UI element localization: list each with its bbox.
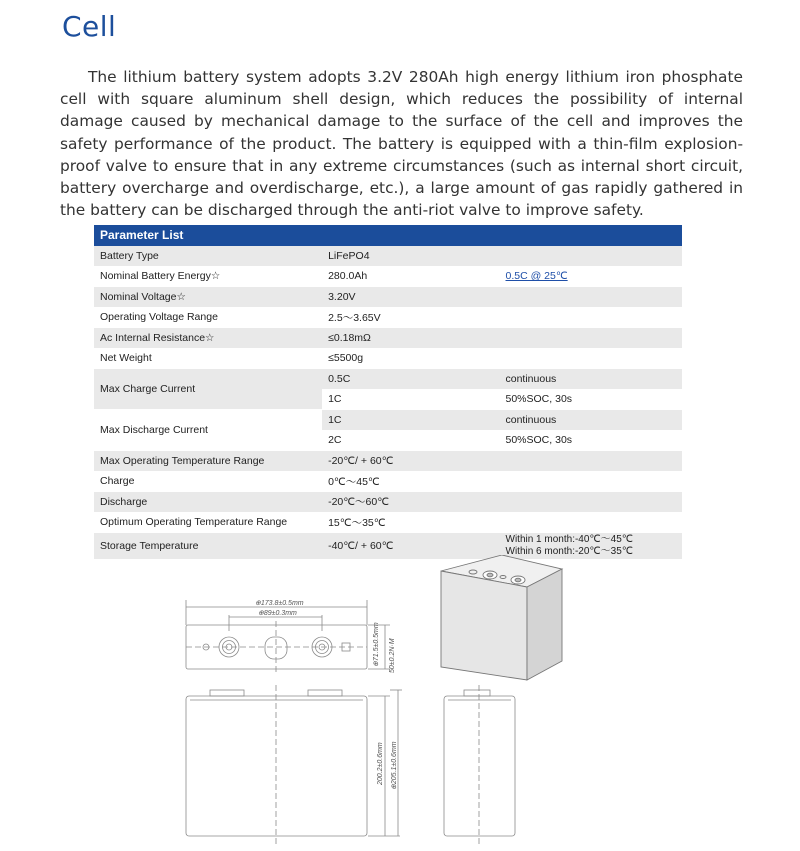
row-note (500, 471, 683, 492)
table-row (94, 369, 682, 390)
row-value: ≤0.18mΩ (322, 328, 499, 349)
row-value: 15℃～35℃ (322, 512, 499, 533)
cell-technical-drawings (0, 555, 800, 851)
row-value: 0℃～45℃ (322, 471, 499, 492)
table-row (94, 328, 682, 349)
page-title: Cell (62, 10, 117, 43)
dim-label-height-1: 200.2±0.6mm (377, 742, 384, 785)
cell-3d-illustration (441, 555, 562, 680)
dim-label-height-2: ⊕205.1±0.6mm (391, 741, 398, 790)
side-view-drawing (444, 685, 515, 845)
table-row (94, 348, 682, 369)
row-label: Nominal Voltage☆ (94, 287, 322, 308)
table-row (94, 410, 682, 431)
row-note: 50%SOC, 30s (500, 389, 683, 410)
row-note (500, 246, 683, 266)
front-view-drawing (186, 685, 402, 845)
row-label: Operating Voltage Range (94, 307, 322, 328)
storage-note-2: Within 6 month:-20℃～35℃ (505, 546, 634, 557)
table-row (94, 492, 682, 513)
intro-paragraph: The lithium battery system adopts 3.2V 280Ah high energy lithium iron phosphate cell with square aluminum shell design, which reduces the possibility of internal damage caused by mechanical damage to the surface of the cell and improves the safety performance of the product. The battery is equipped with a thin-film explosion-proof valve to ensure that in any extreme circumstances (such as internal short circuit, battery overcharge and overdischarge, etc.), a large amount of gas rapidly gathered in the battery can be discharged through the anti-riot valve to improve safety. (60, 68, 743, 220)
dim-label-top-1: ⊕173.8±0.5mm (255, 600, 304, 607)
row-note (500, 287, 683, 308)
table-row (94, 266, 682, 287)
row-note: 50%SOC, 30s (500, 430, 683, 451)
table-row (94, 307, 682, 328)
row-value: -20℃～60℃ (322, 492, 499, 513)
storage-note-1: Within 1 month:-40℃～45℃ (505, 534, 634, 545)
dim-label-side-2: 50±0.2N·M (389, 638, 396, 673)
row-label: Max Charge Current (94, 369, 322, 410)
row-label: Charge (94, 471, 322, 492)
row-value: 2C (322, 430, 499, 451)
row-label: Battery Type (94, 246, 322, 266)
row-value: LiFePO4 (322, 246, 499, 266)
row-note (500, 492, 683, 513)
row-value: -20℃/ + 60℃ (322, 451, 499, 472)
row-label: Max Operating Temperature Range (94, 451, 322, 472)
dim-label-top-2: ⊕89±0.3mm (258, 610, 297, 617)
row-note (500, 512, 683, 533)
row-label: Nominal Battery Energy☆ (94, 266, 322, 287)
row-label: Net Weight (94, 348, 322, 369)
row-note-link[interactable]: 0.5C @ 25℃ (500, 266, 683, 287)
table-row (94, 451, 682, 472)
row-value: -40℃/ + 60℃ (322, 533, 499, 560)
row-value: 1C (322, 389, 499, 410)
row-value: 280.0Ah (322, 266, 499, 287)
row-note (500, 348, 683, 369)
row-value: 3.20V (322, 287, 499, 308)
dim-label-side-1: ⊕71.5±0.5mm (373, 622, 380, 667)
row-value: 1C (322, 410, 499, 431)
row-value: 0.5C (322, 369, 499, 390)
row-note (500, 307, 683, 328)
row-label: Ac Internal Resistance☆ (94, 328, 322, 349)
row-value: 2.5～3.65V (322, 307, 499, 328)
row-label: Optimum Operating Temperature Range (94, 512, 322, 533)
table-row (94, 287, 682, 308)
row-label: Storage Temperature (94, 533, 322, 560)
row-note: continuous (500, 369, 683, 390)
row-label: Max Discharge Current (94, 410, 322, 451)
table-row (94, 471, 682, 492)
row-value: ≤5500g (322, 348, 499, 369)
row-note: continuous (500, 410, 683, 431)
row-label: Discharge (94, 492, 322, 513)
parameter-table-body (94, 246, 682, 560)
parameter-table (94, 225, 682, 560)
row-note (500, 451, 683, 472)
table-row (94, 512, 682, 533)
table-row (94, 246, 682, 266)
table-header: Parameter List (94, 225, 682, 246)
row-note (500, 328, 683, 349)
